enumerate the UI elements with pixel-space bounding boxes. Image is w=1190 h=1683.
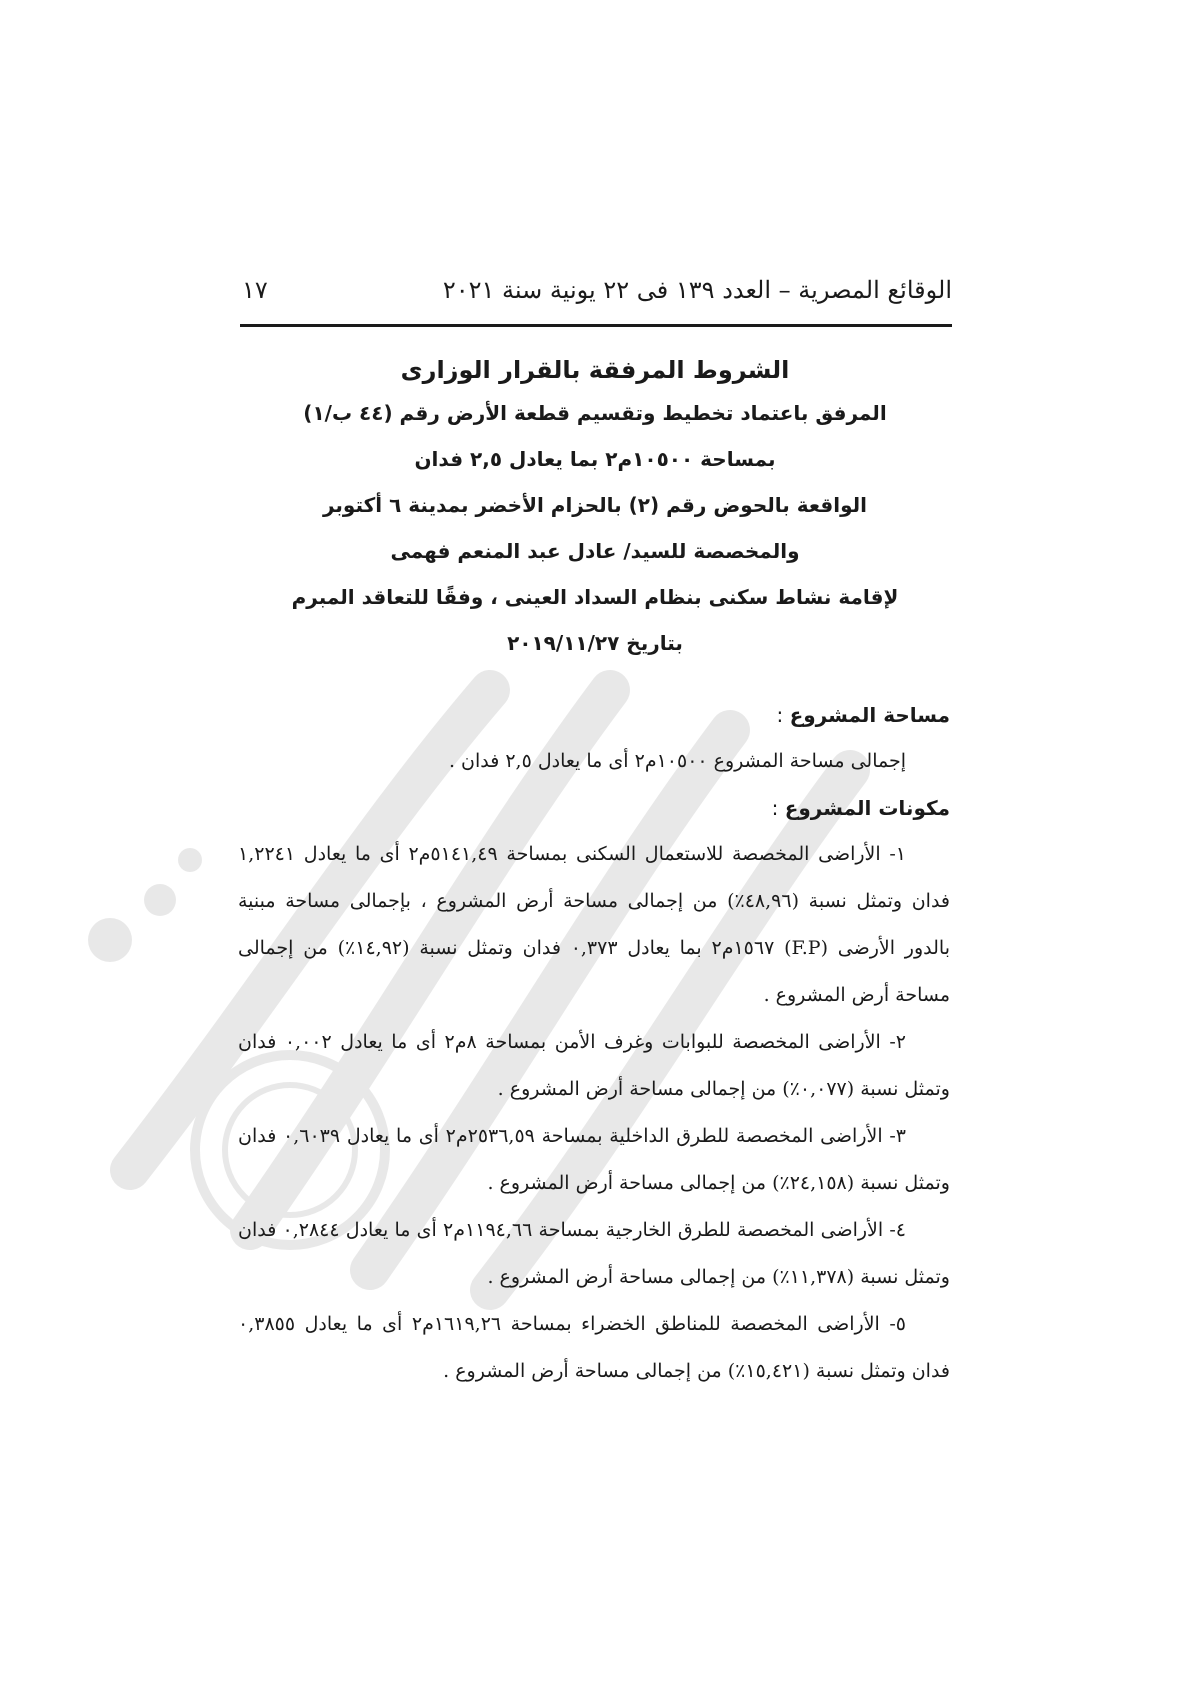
project-components-heading	[238, 785, 950, 831]
project-area-heading-text: مساحة المشروع	[789, 703, 950, 727]
page-number: ١٧	[242, 276, 268, 304]
heading-colon: :	[776, 703, 790, 727]
decree-title-line-3: الواقعة بالحوض رقم (٢) بالحزام الأخضر بمدينة ٦ أكتوبر	[322, 493, 867, 517]
decree-title-line-2: بمساحة ١٠٥٠٠م٢ بما يعادل ٢,٥ فدان	[414, 447, 776, 471]
decree-title-line-1: المرفق باعتماد تخطيط وتقسيم قطعة الأرض رقم (٤٤ ب/١)	[303, 401, 887, 425]
document-body	[238, 692, 950, 1395]
component-item-2: ٢- الأراضى المخصصة للبوابات وغرف الأمن بمساحة ٨م٢ أى ما يعادل ٠,٠٠٢ فدان وتمثل نسبة (٠,٠٧٧٪) من إجمالى مساحة أرض المشروع .	[238, 1031, 950, 1100]
project-area-text: إجمالى مساحة المشروع ١٠٥٠٠م٢ أى ما يعادل ٢,٥ فدان .	[448, 750, 906, 772]
component-item-1: ١- الأراضى المخصصة للاستعمال السكنى بمساحة ٥١٤١,٤٩م٢ أى ما يعادل ١,٢٢٤١ فدان وتمثل نسبة (٤٨,٩٦٪) من إجمالى مساحة أرض المشروع ، بإجمالى مساحة مبنية بالدور الأرضى (F.P) ١٥٦٧م٢ بما يعادل ٠,٣٧٣ فدان وتمثل نسبة (١٤,٩٢٪) من إجمالى مساحة أرض المشروع .	[238, 843, 950, 1006]
page-header	[240, 270, 952, 327]
component-item-5: ٥- الأراضى المخصصة للمناطق الخضراء بمساحة ١٦١٩,٢٦م٢ أى ما يعادل ٠,٣٨٥٥ فدان وتمثل نسبة (١٥,٤٢١٪) من إجمالى مساحة أرض المشروع .	[238, 1313, 950, 1382]
decree-title-line-5: لإقامة نشاط سكنى بنظام السداد العينى ، وفقًا للتعاقد المبرم	[291, 585, 899, 609]
decree-title-line-6: بتاريخ ٢٠١٩/١١/٢٧	[507, 631, 683, 655]
heading-colon: :	[771, 796, 785, 820]
decree-main-title: الشروط المرفقة بالقرار الوزارى	[400, 356, 790, 384]
component-item-4: ٤- الأراضى المخصصة للطرق الخارجية بمساحة ١١٩٤,٦٦م٢ أى ما يعادل ٠,٢٨٤٤ فدان وتمثل نسبة (١١,٣٧٨٪) من إجمالى مساحة أرض المشروع .	[238, 1219, 950, 1288]
gazette-header-title: الوقائع المصرية – العدد ١٣٩ فى ٢٢ يونية سنة ٢٠٢١	[442, 276, 952, 304]
decree-title-line-4: والمخصصة للسيد/ عادل عبد المنعم فهمى	[390, 539, 800, 563]
project-components-heading-text: مكونات المشروع	[784, 796, 950, 820]
component-item-3: ٣- الأراضى المخصصة للطرق الداخلية بمساحة ٢٥٣٦,٥٩م٢ أى ما يعادل ٠,٦٠٣٩ فدان وتمثل نسبة (٢٤,١٥٨٪) من إجمالى مساحة أرض المشروع .	[238, 1125, 950, 1194]
decree-title-block	[240, 356, 950, 666]
project-area-heading	[238, 692, 950, 738]
